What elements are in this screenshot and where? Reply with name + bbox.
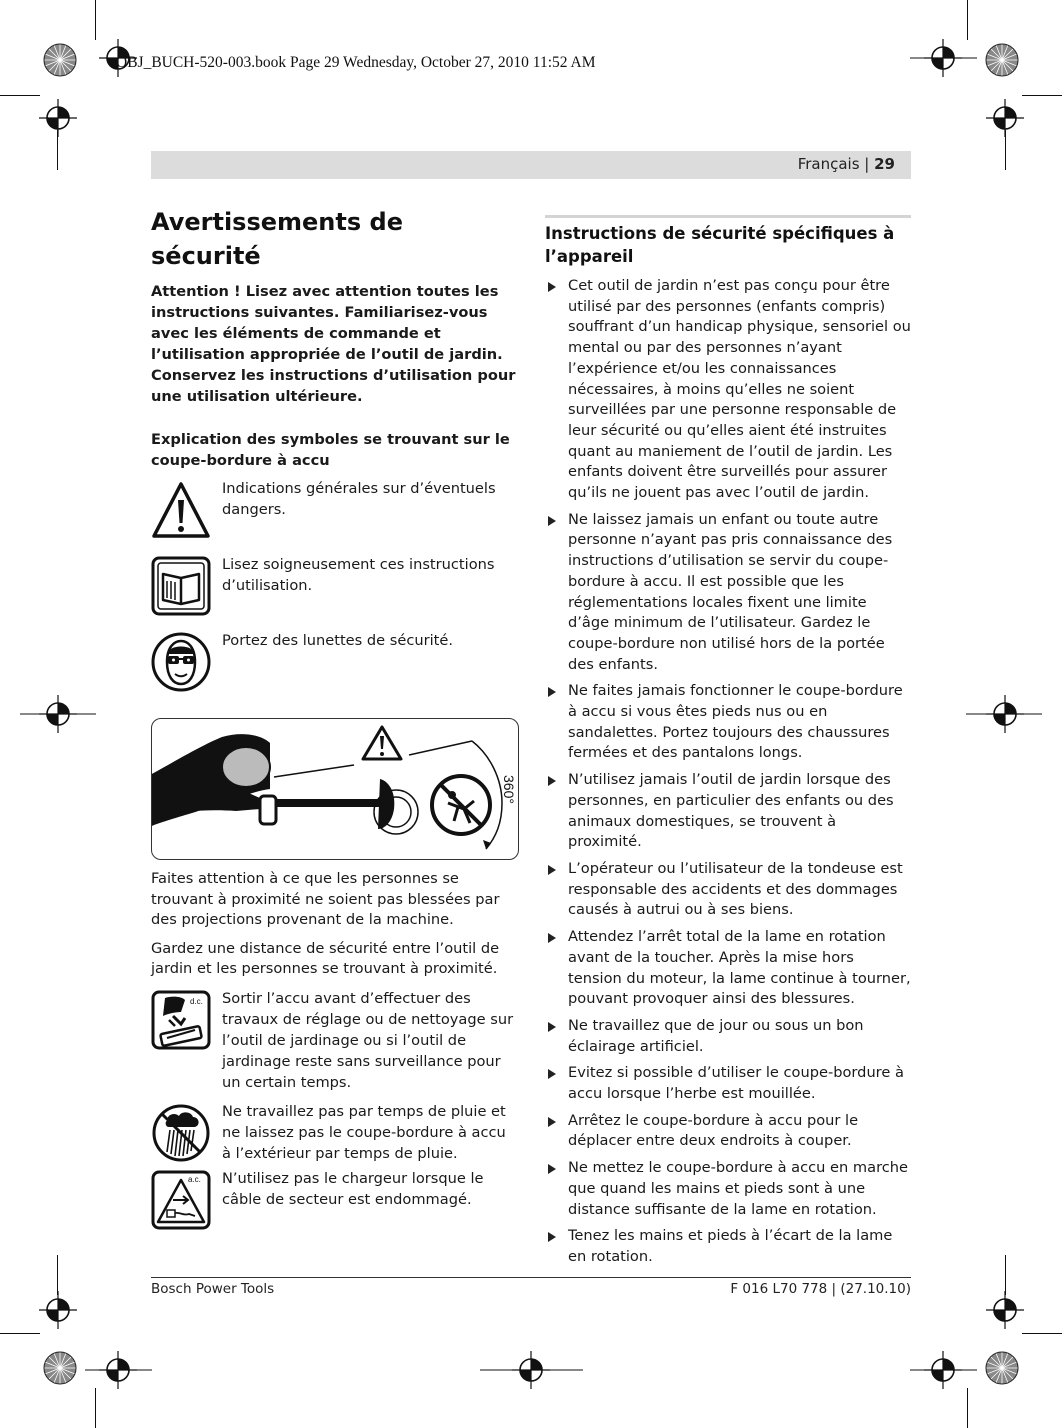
hazard-illustration — [151, 718, 519, 860]
section-heading: Instructions de sécurité spécifiques à l’appareil — [545, 224, 895, 266]
list-item — [545, 1063, 911, 1104]
bullet-arrow-icon — [548, 1022, 556, 1032]
list-item — [545, 1016, 911, 1057]
symbol-row — [151, 1101, 519, 1164]
read-manual-icon — [151, 556, 211, 616]
symbol-row — [151, 630, 519, 692]
rotation-angle-label: 360° — [501, 775, 517, 804]
footer-brand: Bosch Power Tools — [151, 1281, 275, 1297]
list-item — [545, 276, 911, 504]
language-name: Français | — [797, 155, 875, 173]
list-item-text: Ne mettez le coupe-bordure à accu en marche que quand les mains et pieds sont à une distance suffisante de la lame en rotation. — [568, 1159, 908, 1218]
footer-doc-number: F 016 L70 778 | (27.10.10) — [730, 1281, 911, 1297]
symbol-text: Lisez soigneusement ces instructions d’utilisation. — [222, 556, 495, 594]
list-item-text: L’opérateur ou l’utilisateur de la tondeuse est responsable des accidents et des dommages causés à autrui ou à ses biens. — [568, 859, 903, 919]
bullet-arrow-icon — [548, 1232, 556, 1242]
list-item — [545, 510, 911, 676]
page-number: 29 — [874, 155, 895, 173]
list-item — [545, 1226, 911, 1267]
symbol-text: Sortir l’accu avant d’effectuer des travaux de réglage ou de nettoyage sur l’outil de jardinage ou si l’outil de jardinage reste sans surveillance pour un certain temps. — [222, 989, 514, 1091]
intro-paragraph: Attention ! Lisez avec attention toutes les instructions suivantes. Familiarisez-vous avec les éléments de commande et l’utilisation appropriée de l’outil de jardin. Conservez les instructions d’utilisation pour une utilisation ultérieure. — [151, 283, 516, 405]
language-label — [798, 155, 895, 173]
warning-triangle-icon — [151, 480, 211, 540]
list-item-text: Tenez les mains et pieds à l’écart de la lame en rotation. — [568, 1227, 893, 1265]
list-item — [545, 770, 911, 853]
footer-rule — [151, 1277, 911, 1278]
list-item-text: Cet outil de jardin n’est pas conçu pour être utilisé par des personnes (enfants compris) souffrant d’un handicap physique, sensoriel ou mental ou par des personnes n’ayant l’expérience et/ou les connaissances nécessaires, à moins qu’elles ne soient surveillées par une personne responsable de leur sécurité ou qu’elles aient été instruites quant au maniement de l’outil de jardin. Les enfants doivent être surveillés pour assurer qu’ils ne jouent pas avec l’outil de jardin. — [568, 277, 911, 502]
list-item-text: Attendez l’arrêt total de la lame en rotation avant de la toucher. Après la mise hors tension du moteur, la lame continue à tourner, pouvant provoquer ainsi des blessures. — [568, 928, 911, 1008]
symbols-heading: Explication des symboles se trouvant sur le coupe-bordure à accu — [151, 431, 510, 469]
no-rain-icon — [151, 1103, 211, 1163]
list-item-text: N’utilisez jamais l’outil de jardin lorsque des personnes, en particulier des enfants ou des animaux domestiques, se trouvent à proximité. — [568, 771, 894, 851]
symbol-text: Indications générales sur d’éventuels dangers. — [222, 480, 496, 518]
safety-glasses-icon — [151, 632, 211, 692]
symbol-text: Portez des lunettes de sécurité. — [222, 632, 454, 649]
bullet-arrow-icon — [548, 933, 556, 943]
ac-badge: a.c. — [188, 1174, 201, 1184]
list-item-text: Evitez si possible d’utiliser le coupe-bordure à accu lorsque l’herbe est mouillée. — [568, 1064, 904, 1103]
symbol-row — [151, 478, 519, 540]
bullet-arrow-icon — [548, 687, 556, 697]
page-title: Avertissements de sécurité — [151, 208, 403, 270]
list-item-text: Ne laissez jamais un enfant ou toute autre personne n’ayant pas pris connaissance des instructions d’utilisation se servir du coupe-bordure à accu. Il est possible que les réglementations locales fixent une limite d’âge minimum de l’utilisateur. Gardez le coupe-bordure non utilisé hors de la portée des enfants. — [568, 510, 893, 673]
bullet-arrow-icon — [548, 516, 556, 526]
right-column — [545, 215, 911, 1274]
bullet-arrow-icon — [548, 282, 556, 292]
list-item-text: Arrêtez le coupe-bordure à accu pour le déplacer entre deux endroits à couper. — [568, 1111, 859, 1150]
list-item-text: Ne faites jamais fonctionner le coupe-bordure à accu si vous êtes pieds nus ou en sandalettes. Portez toujours des chaussures fermées et des pantalons longs. — [568, 682, 903, 762]
safety-instructions-list — [545, 276, 911, 1268]
list-item — [545, 859, 911, 921]
left-column — [151, 205, 519, 1230]
page-header — [151, 151, 911, 179]
symbol-row — [151, 554, 519, 616]
bullet-arrow-icon — [548, 1069, 556, 1079]
book-info: OBJ_BUCH-520-003.book Page 29 Wednesday, October 27, 2010 11:52 AM — [116, 54, 596, 71]
remove-battery-icon — [151, 990, 211, 1050]
list-item-text: Ne travaillez que de jour ou sous un bon éclairage artificiel. — [568, 1016, 864, 1055]
bullet-arrow-icon — [548, 1117, 556, 1127]
list-item — [545, 681, 911, 764]
list-item — [545, 1158, 911, 1220]
symbol-text: Ne travaillez pas par temps de pluie et ne laissez pas le coupe-bordure à accu à l’extérieur par temps de pluie. — [222, 1102, 506, 1162]
dc-badge: d.c. — [190, 996, 203, 1006]
symbol-text: N’utilisez pas le chargeur lorsque le câble de secteur est endommagé. — [222, 1169, 484, 1208]
symbol-row — [151, 1168, 519, 1230]
bullet-arrow-icon — [548, 776, 556, 786]
damaged-charger-cable-icon — [151, 1170, 211, 1230]
bullet-arrow-icon — [548, 865, 556, 875]
distance-paragraph: Gardez une distance de sécurité entre l’outil de jardin et les personnes se trouvant à proximité. — [151, 939, 500, 977]
trimmer-danger-zone-illustration — [152, 719, 519, 860]
list-item — [545, 1111, 911, 1152]
list-item — [545, 927, 911, 1010]
bullet-arrow-icon — [548, 1164, 556, 1174]
bystander-paragraph: Faites attention à ce que les personnes se trouvant à proximité ne soient pas blessées par des projections provenant de la machine. — [151, 870, 500, 928]
symbol-row — [151, 988, 519, 1093]
